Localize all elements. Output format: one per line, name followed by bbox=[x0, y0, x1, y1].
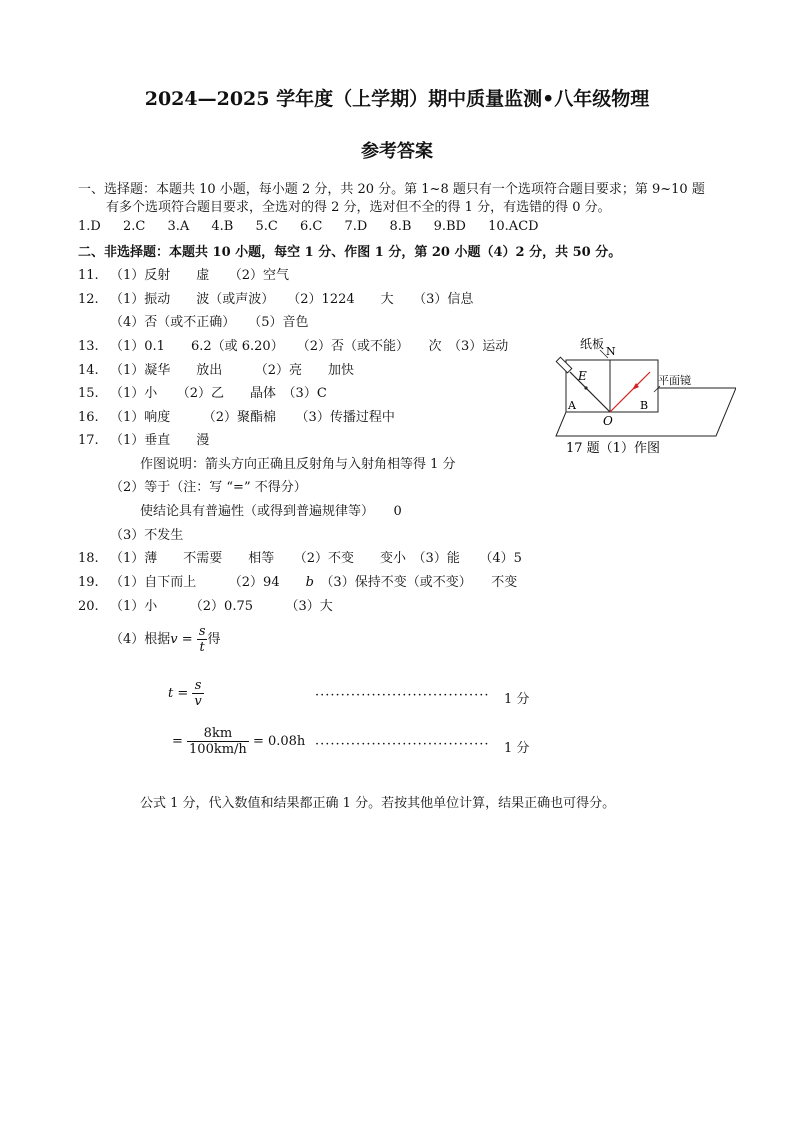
answer-text: （3）保持不变（或不变） 不变 bbox=[313, 575, 518, 590]
formula-eq: = bbox=[172, 734, 188, 749]
answer-text: （1）反射 虚 （2）空气 bbox=[110, 268, 290, 283]
answer-15 bbox=[78, 382, 327, 401]
scoring-note: 公式 1 分，代入数值和结果都正确 1 分。若按其他单位计算，结果正确也可得分。 bbox=[140, 796, 616, 811]
mc-answer: 2.C bbox=[122, 219, 146, 234]
answer-17-part3: （3）不发生 bbox=[110, 528, 184, 543]
page-title: 2024—2025 学年度（上学期）期中质量监测•八年级物理 bbox=[144, 88, 650, 110]
mc-answer: 3.A bbox=[167, 219, 190, 234]
fraction-denominator: 100km/h bbox=[189, 742, 247, 757]
answer-19 bbox=[78, 571, 517, 590]
question-number: 11. bbox=[78, 268, 99, 283]
answer-17-part2-line2: 使结论具有普遍性（或得到普遍规律等） 0 bbox=[140, 504, 402, 519]
score-step1: 1 分 bbox=[504, 692, 530, 707]
answer-13 bbox=[78, 335, 508, 354]
answer-20-part4-lead bbox=[110, 624, 221, 655]
q17-diagram bbox=[536, 336, 736, 460]
answer-11 bbox=[78, 264, 289, 283]
fraction-denominator: v bbox=[194, 694, 202, 709]
label-O: O bbox=[603, 414, 613, 428]
formula-step2 bbox=[172, 726, 305, 757]
formula-tail: 得 bbox=[207, 632, 221, 647]
formula-lead: （4）根据 bbox=[110, 632, 171, 647]
formula-eq: = bbox=[177, 632, 197, 647]
question-number: 18. bbox=[78, 551, 99, 566]
mc-answer: 8.B bbox=[389, 219, 412, 234]
question-number: 19. bbox=[78, 575, 99, 590]
label-E: E bbox=[578, 369, 587, 383]
formula-fraction bbox=[197, 624, 208, 655]
question-number: 13. bbox=[78, 339, 99, 354]
answer-17 bbox=[78, 429, 209, 448]
question-number: 17. bbox=[78, 433, 99, 448]
answer-text: （1）振动 波（或声波） （2）1224 大 （3）信息 bbox=[110, 292, 474, 307]
question-number: 20. bbox=[78, 599, 99, 614]
answer-text: （1）小 （2）乙 晶体 （3）C bbox=[110, 386, 327, 401]
label-N: N bbox=[606, 345, 616, 358]
formula-v: v bbox=[170, 632, 178, 647]
fraction-numerator: s bbox=[192, 678, 203, 694]
answer-18 bbox=[78, 547, 522, 566]
answer-17-drawing-note: 作图说明：箭头方向正确且反射角与入射角相等得 1 分 bbox=[140, 457, 456, 472]
answer-text: （1）垂直 漫 bbox=[110, 433, 210, 448]
page-subtitle: 参考答案 bbox=[361, 141, 433, 162]
answer-12 bbox=[78, 288, 473, 307]
answer-text: （1）响度 （2）聚酯棉 （3）传播过程中 bbox=[110, 410, 395, 425]
score-dots: ·································· bbox=[315, 688, 490, 703]
formula-eq: = bbox=[173, 686, 193, 701]
label-A: A bbox=[568, 399, 576, 412]
question-number: 16. bbox=[78, 410, 99, 425]
mc-answer: 4.B bbox=[211, 219, 234, 234]
answer-14 bbox=[78, 359, 354, 378]
mc-answer: 10.ACD bbox=[488, 219, 539, 234]
answer-17-part2: （2）等于（注：写 “=” 不得分） bbox=[110, 480, 307, 495]
label-B: B bbox=[640, 399, 649, 412]
question-number: 14. bbox=[78, 363, 99, 378]
score-step2: 1 分 bbox=[504, 741, 530, 756]
formula-t: t bbox=[168, 686, 174, 701]
mc-answer: 6.C bbox=[300, 219, 323, 234]
multiple-choice-answers bbox=[78, 219, 557, 234]
mc-answer: 1.D bbox=[78, 219, 101, 234]
figure-caption: 17 题（1）作图 bbox=[566, 441, 660, 456]
label-mirror: 平面镜 bbox=[658, 374, 691, 387]
answer-12-line2: （4）否（或不正确） （5）音色 bbox=[110, 315, 309, 330]
answer-16 bbox=[78, 406, 395, 425]
question-number: 12. bbox=[78, 292, 99, 307]
mc-answer: 5.C bbox=[255, 219, 278, 234]
mc-answer: 7.D bbox=[344, 219, 368, 234]
section1-instructions-line2: 有多个选项符合题目要求，全选对的得 2 分，选对但不全的得 1 分，有选错的得 0 分。 bbox=[106, 200, 611, 215]
score-dots: ·································· bbox=[315, 737, 490, 752]
answer-text: （1）薄 不需要 相等 （2）不变 变小 （3）能 （4）5 bbox=[110, 551, 522, 566]
formula-fraction bbox=[192, 678, 203, 709]
fraction-denominator: t bbox=[199, 640, 205, 655]
answer-text: （1）凝华 放出 （2）亮 加快 bbox=[110, 363, 355, 378]
mc-answer: 9.BD bbox=[433, 219, 466, 234]
formula-result: = 0.08h bbox=[248, 734, 306, 749]
answer-text: （1）自下而上 （2）94 bbox=[110, 575, 306, 590]
answer-text: （1）0.1 6.2（或 6.20） （2）否（或不能） 次 （3）运动 bbox=[110, 339, 509, 354]
fraction-numerator: s bbox=[198, 624, 206, 639]
section2-heading: 二、非选择题：本题共 10 小题，每空 1 分、作图 1 分，第 20 小题（4）2 分，共 50 分。 bbox=[78, 245, 622, 260]
formula-fraction bbox=[187, 726, 249, 757]
incident-arrow-dot bbox=[584, 386, 587, 389]
variable-b: b bbox=[305, 575, 314, 590]
answer-text: （1）小 （2）0.75 （3）大 bbox=[110, 599, 333, 614]
answer-20 bbox=[78, 595, 333, 614]
formula-step1 bbox=[168, 678, 204, 709]
section1-instructions-line1: 一、选择题：本题共 10 小题，每小题 2 分，共 20 分。第 1~8 题只有一个选项符合题目要求；第 9~10 题 bbox=[78, 182, 705, 197]
label-board: 纸板 bbox=[580, 337, 605, 351]
question-number: 15. bbox=[78, 386, 99, 401]
fraction-numerator: 8km bbox=[187, 726, 249, 742]
